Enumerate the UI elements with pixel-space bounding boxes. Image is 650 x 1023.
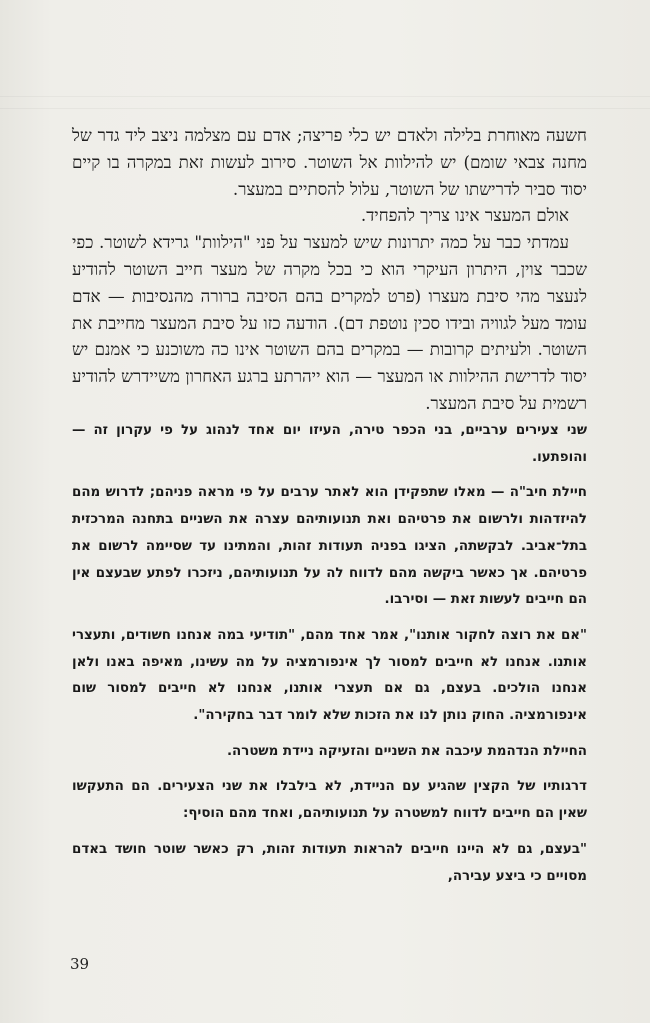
bleed-through-line xyxy=(0,108,650,109)
case-paragraph-1: שני צעירים ערביים, בני הכפר טירה, העיזו יום אחד לנהוג על פי עקרון זה — והופתעו. xyxy=(72,423,587,465)
case-paragraph-5: דרגותיו של הקצין שהגיע עם הניידת, לא בילבלו את שני הצעירים. הם התעקשו שאין הם חייבים לדווח למשטרה על תנועותיהם, ואחד מהם הוסיף: xyxy=(72,779,587,822)
main-paragraph-2: אולם המעצר אינו צריך להפחיד. xyxy=(360,205,569,226)
case-paragraph-4: החיילת הנדהמת עיכבה את השניים והזעיקה ניידת משטרה. xyxy=(226,743,587,759)
main-text xyxy=(72,122,587,417)
page-number: 39 xyxy=(70,955,90,973)
case-paragraph-3: "אם את רוצה לחקור אותנו", אמר אחד מהם, "תודיעי במה אנחנו חשודים, ותעצרי אותנו. אנחנו לא חייבים למסור לך אינפורמציה על מה עשינו, מאיפה באנו ולאן אנחנו הולכים. בעצם, גם אם תעצרי אותנו, אנחנו לא חייבים למסור שום אינפורמציה. החוק נותן לנו את הזכות שלא לומר דבר בחקירה". xyxy=(72,627,587,724)
bleed-through-line xyxy=(0,96,650,97)
case-story-text xyxy=(72,418,587,899)
main-paragraph-3: עמדתי כבר על כמה יתרונות שיש למעצר על פני "הילוות" גרידא לשוטר. כפי שכבר צוין, היתרון העיקרי הוא כי בכל מקרה של מעצר חייב השוטר להודיע לנעצר מהי סיבת מעצרו (פרט למקרים בהם הסיבה ברורה מהנסיבות — אדם עומד מעל לגוויה ובידו סכין נוטפת דם). הודעה כזו על סיבת המעצר מחייבת את השוטר. ולעיתים קרובות — במקרים בהם השוטר אינו כה משוכנע כי אמנם יש יסוד לדרישת ההילוות או המעצר — הוא ייהרתע ברגע האחרון משיידרש להודיע רשמית על סיבת המעצר. xyxy=(72,232,587,413)
case-paragraph-6: "בעצם, גם לא היינו חייבים להראות תעודות זהות, רק כאשר שוטר חושד באדם מסויים כי ביצע עבירה, xyxy=(72,841,587,884)
main-paragraph-1: חשעה מאוחרת בלילה ולאדם יש כלי פריצה; אדם עם מצלמה ניצב ליד גדר של מחנה צבאי שומם) יש להילוות אל השוטר. סירוב לעשות זאת במקרה בו קיים יסוד סביר לדרישתו של השוטר, עלול להסתיים במעצר. xyxy=(72,125,587,199)
case-paragraph-2: חיילת חיב"ה — מאלו שתפקידן הוא לאתר ערבים על פי מראה פניהם; לדרוש מהם להיזדהות ולרשום את פרטיהם ואת תנועותיהם עצרה את השניים בתחנה המרכזית בתל־אביב. לבקשתה, הציגו בפניה תעודות זהות, והמתינו עד שסיימה לרשום את פרטיהם. אך כאשר ביקשה מהם לדווח לה על תנועותיהם, ניזכרו לפתע שבעצם אין הם חייבים לעשות זאת — וסירבו. xyxy=(72,485,587,608)
